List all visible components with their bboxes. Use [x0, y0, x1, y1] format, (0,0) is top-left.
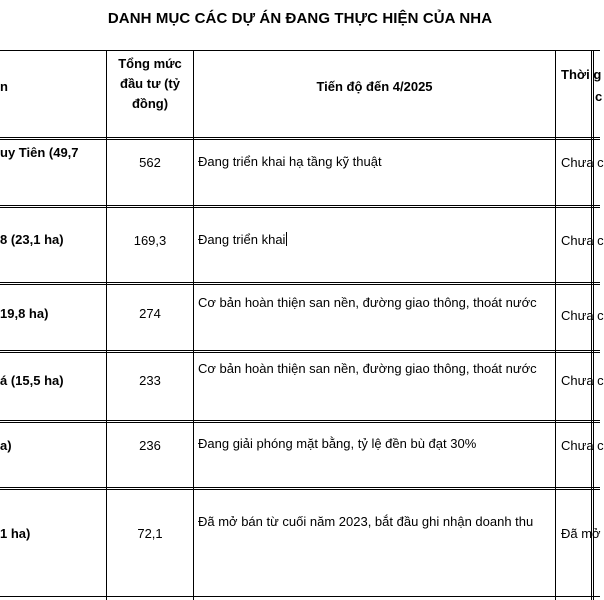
- header-progress: Tiến độ đến 4/2025: [316, 79, 433, 94]
- row-4-investment: 233: [139, 373, 161, 388]
- text-cursor: [286, 232, 287, 246]
- column-divider: [106, 50, 107, 600]
- row-2-time: Chưa c: [561, 233, 604, 248]
- row-2-progress-wrap: [198, 229, 287, 251]
- row-6-project: 1 ha): [0, 526, 31, 541]
- row-2-project: 8 (23,1 ha): [0, 232, 64, 247]
- row-5-progress: Đang giải phóng mặt bằng, tỷ lệ đền bù đạt 30%: [198, 436, 477, 451]
- row-divider: [0, 282, 600, 285]
- row-2-investment: 169,3: [133, 233, 167, 248]
- row-3-progress: Cơ bản hoàn thiện san nền, đường giao thông, thoát nước: [198, 295, 537, 310]
- column-divider: [193, 50, 194, 600]
- row-divider: [0, 596, 600, 597]
- row-6-progress: Đã mở bán từ cuối năm 2023, bắt đầu ghi nhận doanh thu: [198, 514, 534, 529]
- row-6-investment: 72,1: [137, 526, 163, 541]
- row-1-time: Chưa c: [561, 155, 604, 170]
- row-5-investment: 236: [139, 438, 161, 453]
- row-divider: [0, 205, 600, 208]
- row-divider: [0, 487, 600, 490]
- row-3-time: Chưa c: [561, 308, 604, 323]
- row-5-time: Chưa c: [561, 438, 604, 453]
- header-time-line1: Thời g: [561, 67, 602, 82]
- row-divider: [0, 350, 600, 353]
- header-investment: Tổng mức đầu tư (tỷ đồng): [118, 56, 182, 111]
- row-2-progress: Đang triển khai: [198, 232, 286, 247]
- row-6-time: Đã mở: [561, 526, 601, 541]
- column-divider: [555, 50, 556, 600]
- row-divider: [0, 420, 600, 423]
- page-title: DANH MỤC CÁC DỰ ÁN ĐANG THỰC HIỆN CỦA NHA: [107, 10, 493, 27]
- row-5-project: a): [0, 438, 12, 453]
- header-time-line2: c: [595, 89, 603, 104]
- row-divider: [0, 137, 600, 140]
- header-project: n: [0, 79, 8, 94]
- row-1-project: uy Tiên (49,7: [0, 145, 79, 160]
- row-1-progress: Đang triển khai hạ tầng kỹ thuật: [198, 154, 382, 169]
- row-3-project: 19,8 ha): [0, 306, 49, 321]
- row-3-investment: 274: [139, 306, 161, 321]
- row-4-time: Chưa c: [561, 373, 604, 388]
- row-divider: [0, 50, 600, 51]
- row-4-project: á (15,5 ha): [0, 373, 64, 388]
- row-1-investment: 562: [139, 155, 161, 170]
- row-4-progress: Cơ bản hoàn thiện san nền, đường giao thông, thoát nước: [198, 361, 537, 376]
